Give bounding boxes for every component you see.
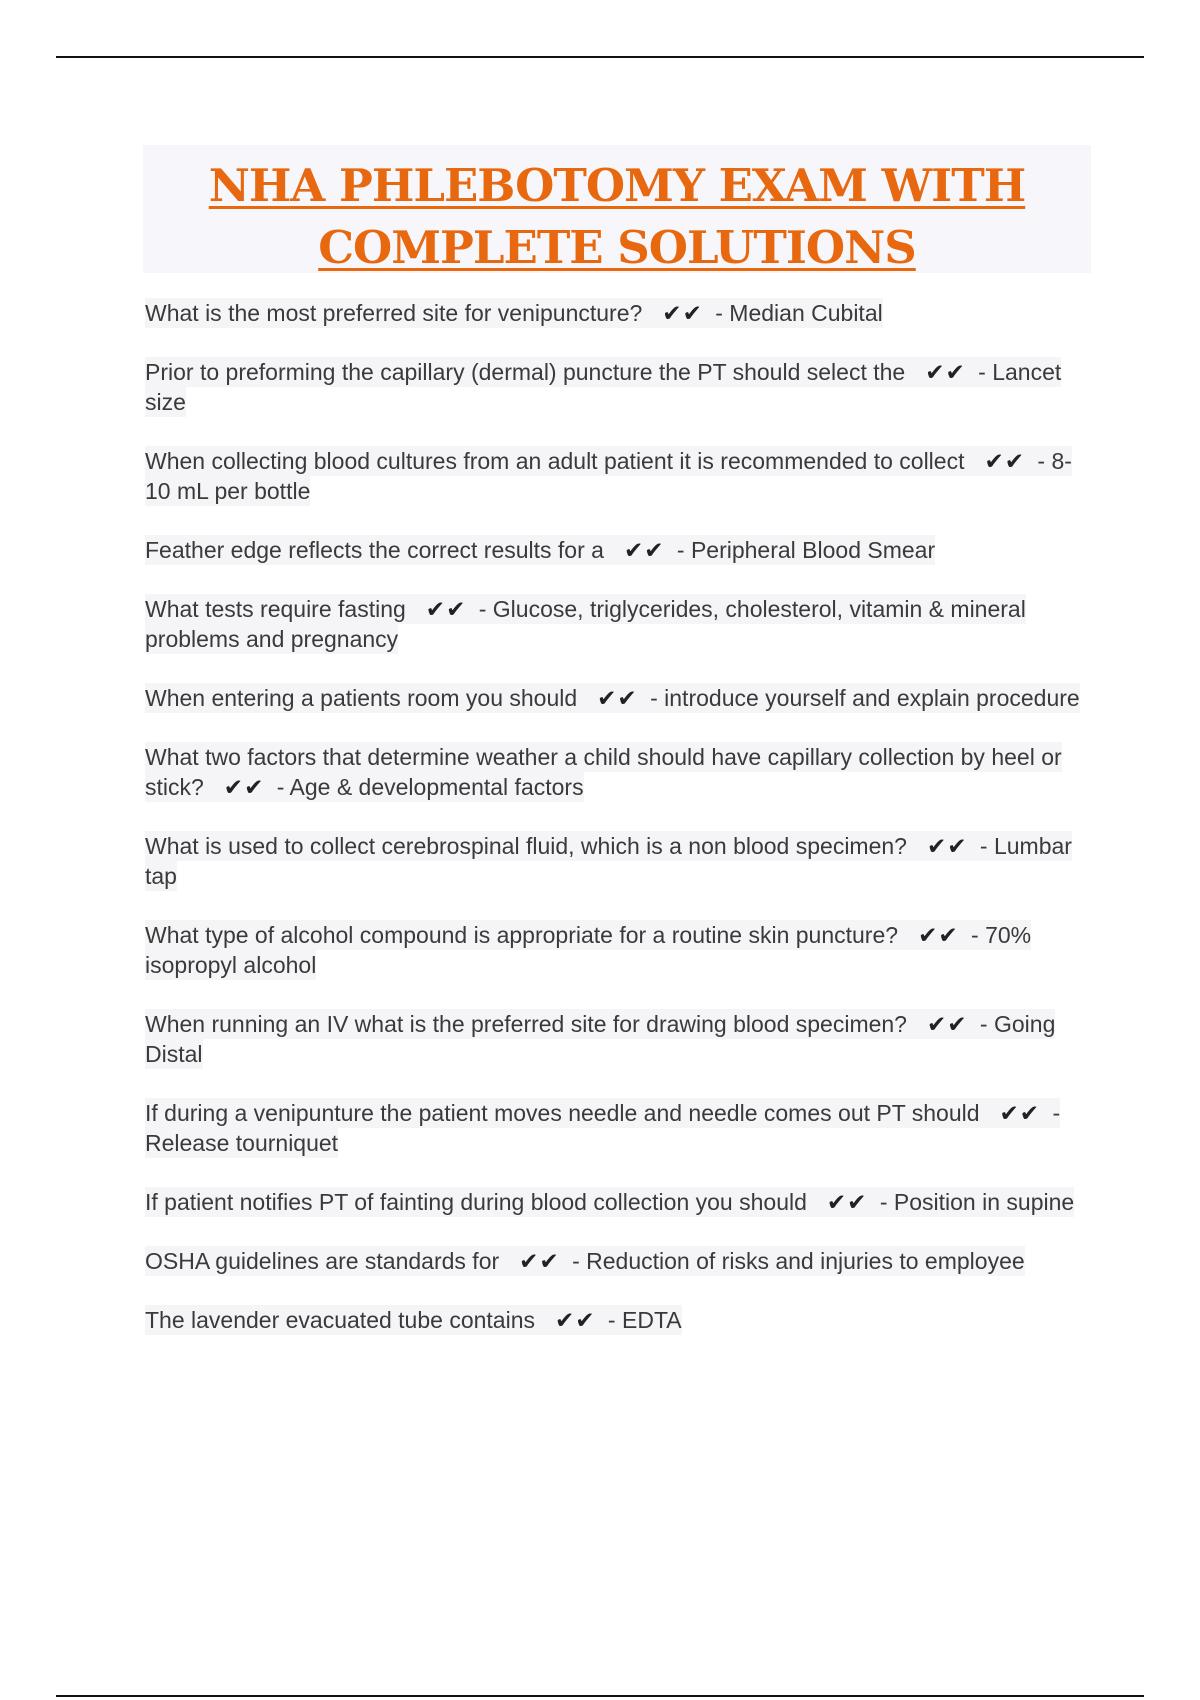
answer-separator: - [643, 685, 665, 711]
qa-item-text [145, 742, 1062, 802]
answer-separator: - [670, 537, 691, 563]
qa-item [145, 1187, 1081, 1217]
question-text: Feather edge reflects the correct results for a [145, 537, 604, 563]
answer-separator: - [601, 1307, 622, 1333]
answer-text: Median Cubital [729, 300, 883, 326]
qa-item [145, 1246, 1081, 1276]
question-text: What type of alcohol compound is appropriate for a routine skin puncture? [145, 922, 899, 948]
qa-item-text [145, 683, 1080, 713]
checkmark-icon: ✔✔ [519, 1248, 560, 1274]
answer-separator: - [565, 1248, 587, 1274]
qa-item-text [145, 1187, 1074, 1217]
question-list [145, 298, 1081, 1364]
answer-text: Peripheral Blood Smear [690, 537, 936, 563]
question-text: If patient notifies PT of fainting during blood collection you should [145, 1189, 807, 1215]
answer-text: Going Distal [145, 1011, 1056, 1067]
answer-text: Lumbar tap [145, 833, 1072, 889]
qa-item [145, 594, 1081, 654]
question-text: The lavender evacuated tube contains [145, 1307, 535, 1333]
qa-item-text [145, 446, 1072, 506]
qa-item [145, 831, 1081, 891]
qa-item [145, 1009, 1081, 1069]
qa-item-text [145, 1305, 682, 1335]
footer-rule [56, 1695, 1144, 1697]
qa-item-text [145, 1009, 1055, 1069]
question-text: What is used to collect cerebrospinal fluid, which is a non blood specimen? [145, 833, 907, 859]
qa-item [145, 535, 1081, 565]
question-text: Prior to preforming the capillary (dermal) puncture the PT should select the [145, 359, 906, 385]
qa-item [145, 742, 1081, 802]
answer-separator: - [708, 300, 730, 326]
checkmark-icon: ✔✔ [918, 922, 959, 948]
qa-item [145, 446, 1081, 506]
qa-item-text [145, 298, 883, 328]
answer-text: Reduction of risks and injuries to employee [586, 1248, 1025, 1274]
question-text: What is the most preferred site for venipuncture? [145, 300, 643, 326]
answer-separator: - [873, 1189, 894, 1215]
question-text: What tests require fasting [145, 596, 406, 622]
answer-text: EDTA [622, 1307, 682, 1333]
answer-separator: - [1031, 448, 1052, 474]
answer-separator: - [270, 774, 290, 800]
answer-text: Age & developmental factors [289, 774, 584, 800]
checkmark-icon: ✔✔ [425, 596, 467, 622]
question-text: What two factors that determine weather a child should have capillary collection by heel or stick? [145, 744, 1062, 800]
answer-text: Lancet size [145, 359, 1062, 415]
answer-separator: - [964, 922, 986, 948]
checkmark-icon: ✔✔ [984, 448, 1026, 474]
qa-item [145, 683, 1081, 713]
checkmark-icon: ✔✔ [662, 300, 703, 326]
answer-text: 8-10 mL per bottle [145, 448, 1072, 504]
answer-text: Glucose, triglycerides, cholesterol, vitamin & mineral problems and pregnancy [145, 596, 1026, 652]
question-text: When running an IV what is the preferred site for drawing blood specimen? [145, 1011, 907, 1037]
answer-text: Position in supine [893, 1189, 1075, 1215]
answer-text: introduce yourself and explain procedure [664, 685, 1080, 711]
checkmark-icon: ✔✔ [926, 1011, 968, 1037]
qa-item-text [145, 1098, 1060, 1158]
qa-item [145, 920, 1081, 980]
qa-item-text [145, 594, 1026, 654]
checkmark-icon: ✔✔ [597, 685, 638, 711]
qa-item-text [145, 535, 935, 565]
question-text: If during a venipunture the patient moves needle and needle comes out PT should [145, 1100, 980, 1126]
qa-item-text [145, 920, 1031, 980]
answer-separator: - [472, 596, 493, 622]
checkmark-icon: ✔✔ [555, 1307, 596, 1333]
answer-separator: - [973, 1011, 994, 1037]
question-text: OSHA guidelines are standards for [145, 1248, 500, 1274]
answer-separator: - [973, 833, 994, 859]
qa-item [145, 1098, 1081, 1158]
checkmark-icon: ✔✔ [925, 359, 966, 385]
qa-item [145, 357, 1081, 417]
checkmark-icon: ✔✔ [926, 833, 968, 859]
qa-item-text [145, 1246, 1025, 1276]
qa-item [145, 298, 1081, 328]
answer-separator: - [1046, 1100, 1061, 1126]
document-title: NHA PHLEBOTOMY EXAM WITH COMPLETE SOLUTIONS [208, 159, 1026, 274]
header-rule [56, 56, 1144, 58]
checkmark-icon: ✔✔ [826, 1189, 868, 1215]
title-banner [143, 145, 1091, 273]
answer-text: 70% isopropyl alcohol [145, 922, 1032, 978]
question-text: When collecting blood cultures from an adult patient it is recommended to collect [145, 448, 965, 474]
answer-separator: - [971, 359, 993, 385]
qa-item [145, 1305, 1081, 1335]
qa-item-text [145, 831, 1072, 891]
checkmark-icon: ✔✔ [223, 774, 265, 800]
answer-text: Release tourniquet [145, 1130, 339, 1156]
qa-item-text [145, 357, 1061, 417]
checkmark-icon: ✔✔ [999, 1100, 1041, 1126]
checkmark-icon: ✔✔ [623, 537, 665, 563]
question-text: When entering a patients room you should [145, 685, 578, 711]
